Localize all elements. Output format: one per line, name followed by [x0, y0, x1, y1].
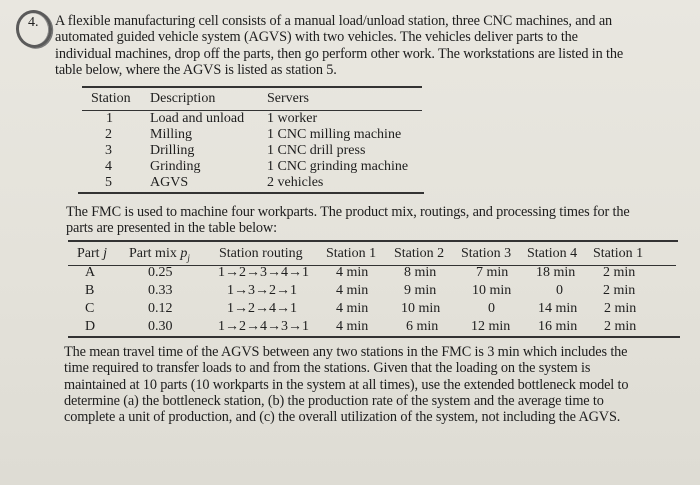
final-line: complete a unit of production, and (c) the overall utilization of the system, not including the AGVS.	[64, 409, 621, 426]
table-row	[68, 319, 678, 335]
table-top-rule	[68, 240, 678, 242]
station1-return-cell: 2 min	[604, 319, 637, 334]
description-cell: Milling	[150, 127, 193, 142]
mix-cell: 0.25	[148, 265, 173, 280]
description-cell: Drilling	[150, 143, 195, 158]
header-mix-sub: j	[187, 252, 190, 263]
station-cell: 3	[105, 143, 112, 158]
table-row	[68, 301, 678, 317]
routing-cell: 1→3→2→1	[227, 283, 297, 298]
table-row	[82, 111, 422, 127]
station3-cell: 0	[488, 301, 495, 316]
servers-cell: 2 vehicles	[267, 175, 324, 190]
station1-cell: 4 min	[336, 283, 369, 298]
station1-return-cell: 2 min	[603, 283, 636, 298]
header-station3: Station 3	[461, 246, 512, 261]
station1-cell: 4 min	[336, 265, 369, 280]
servers-cell: 1 CNC grinding machine	[267, 159, 409, 174]
station4-cell: 14 min	[538, 301, 578, 316]
table-row	[82, 143, 422, 159]
station3-cell: 10 min	[472, 283, 512, 298]
header-routing: Station routing	[219, 246, 303, 261]
intro-line: A flexible manufacturing cell consists of a manual load/unload station, three CNC machines, and an	[55, 13, 613, 29]
header-station1-return: Station 1	[593, 246, 644, 261]
part-cell: A	[85, 265, 96, 280]
header-part	[77, 246, 107, 262]
table-bottom-rule	[68, 336, 680, 338]
station3-cell: 12 min	[471, 319, 511, 334]
middle-line: parts are presented in the table below:	[66, 220, 277, 237]
final-line: The mean travel time of the AGVS between any two stations in the FMC is 3 min which includes the	[64, 344, 628, 360]
intro-paragraph	[55, 13, 623, 78]
question-number-marker	[16, 10, 50, 44]
station1-cell: 4 min	[336, 319, 369, 334]
final-paragraph	[64, 344, 628, 425]
final-line: determine (a) the bottleneck station, (b) the production rate of the system and the average time to	[64, 392, 604, 409]
intro-line: individual machines, drop off the parts, then go perform other work. The workstations are listed in the	[55, 45, 624, 62]
header-part-var: j	[103, 246, 107, 261]
header-mix-var: p	[180, 246, 188, 261]
servers-cell: 1 worker	[267, 111, 318, 126]
part-cell: D	[85, 319, 96, 334]
station4-cell: 18 min	[536, 265, 576, 280]
header-servers: Servers	[267, 91, 309, 106]
station-cell: 4	[105, 159, 112, 174]
table-top-rule	[82, 86, 422, 88]
header-mix-label: Part mix	[129, 246, 181, 261]
description-cell: Grinding	[150, 159, 201, 174]
question-number: 4.	[28, 15, 39, 30]
station1-return-cell: 2 min	[604, 301, 637, 316]
header-station4: Station 4	[527, 246, 578, 261]
station2-cell: 9 min	[404, 283, 437, 298]
table-header-row	[68, 246, 678, 262]
servers-cell: 1 CNC drill press	[267, 143, 366, 158]
mix-cell: 0.33	[148, 283, 173, 298]
station1-cell: 4 min	[336, 301, 369, 316]
description-cell: Load and unload	[150, 111, 245, 126]
header-station1: Station 1	[326, 246, 377, 261]
mix-cell: 0.12	[148, 301, 173, 316]
station2-cell: 8 min	[404, 265, 437, 280]
station4-cell: 16 min	[538, 319, 578, 334]
station-cell: 5	[105, 175, 112, 190]
routing-cell: 1→2→4→1	[227, 301, 297, 316]
header-station2: Station 2	[394, 246, 445, 261]
header-station: Station	[91, 91, 131, 106]
table-bottom-rule	[78, 192, 424, 194]
intro-line: table below, where the AGVS is listed as station 5.	[55, 61, 337, 78]
intro-line: automated guided vehicle system (AGVS) with two vehicles. The vehicles deliver parts to the	[55, 29, 578, 46]
final-line: time required to transfer loads to and from the stations. Given that the loading on the system is	[64, 360, 591, 377]
part-cell: B	[85, 283, 95, 298]
middle-paragraph	[66, 204, 630, 237]
table-row	[82, 159, 422, 175]
station2-cell: 6 min	[406, 319, 439, 334]
station2-cell: 10 min	[401, 301, 441, 316]
table-row	[68, 283, 678, 299]
header-part-label: Part	[77, 246, 104, 261]
mix-cell: 0.30	[148, 319, 173, 334]
header-description: Description	[150, 91, 216, 106]
description-cell: AGVS	[150, 175, 189, 190]
station1-return-cell: 2 min	[603, 265, 636, 280]
middle-line: The FMC is used to machine four workparts. The product mix, routings, and processing times for the	[66, 204, 630, 220]
station3-cell: 7 min	[476, 265, 509, 280]
header-part-mix	[129, 246, 190, 266]
station-cell: 1	[106, 111, 113, 126]
table-header-row	[82, 91, 422, 107]
routing-cell: 1→2→3→4→1	[218, 265, 309, 280]
routing-cell: 1→2→4→3→1	[218, 319, 309, 334]
servers-cell: 1 CNC milling machine	[267, 127, 402, 142]
part-cell: C	[85, 301, 95, 316]
table-row	[82, 127, 422, 143]
station4-cell: 0	[556, 283, 563, 298]
table-row	[68, 265, 678, 281]
table-row	[82, 175, 422, 191]
station-cell: 2	[105, 127, 112, 142]
final-line: maintained at 10 parts (10 workparts in the system at all times), use the extended bottleneck model to	[64, 376, 629, 393]
